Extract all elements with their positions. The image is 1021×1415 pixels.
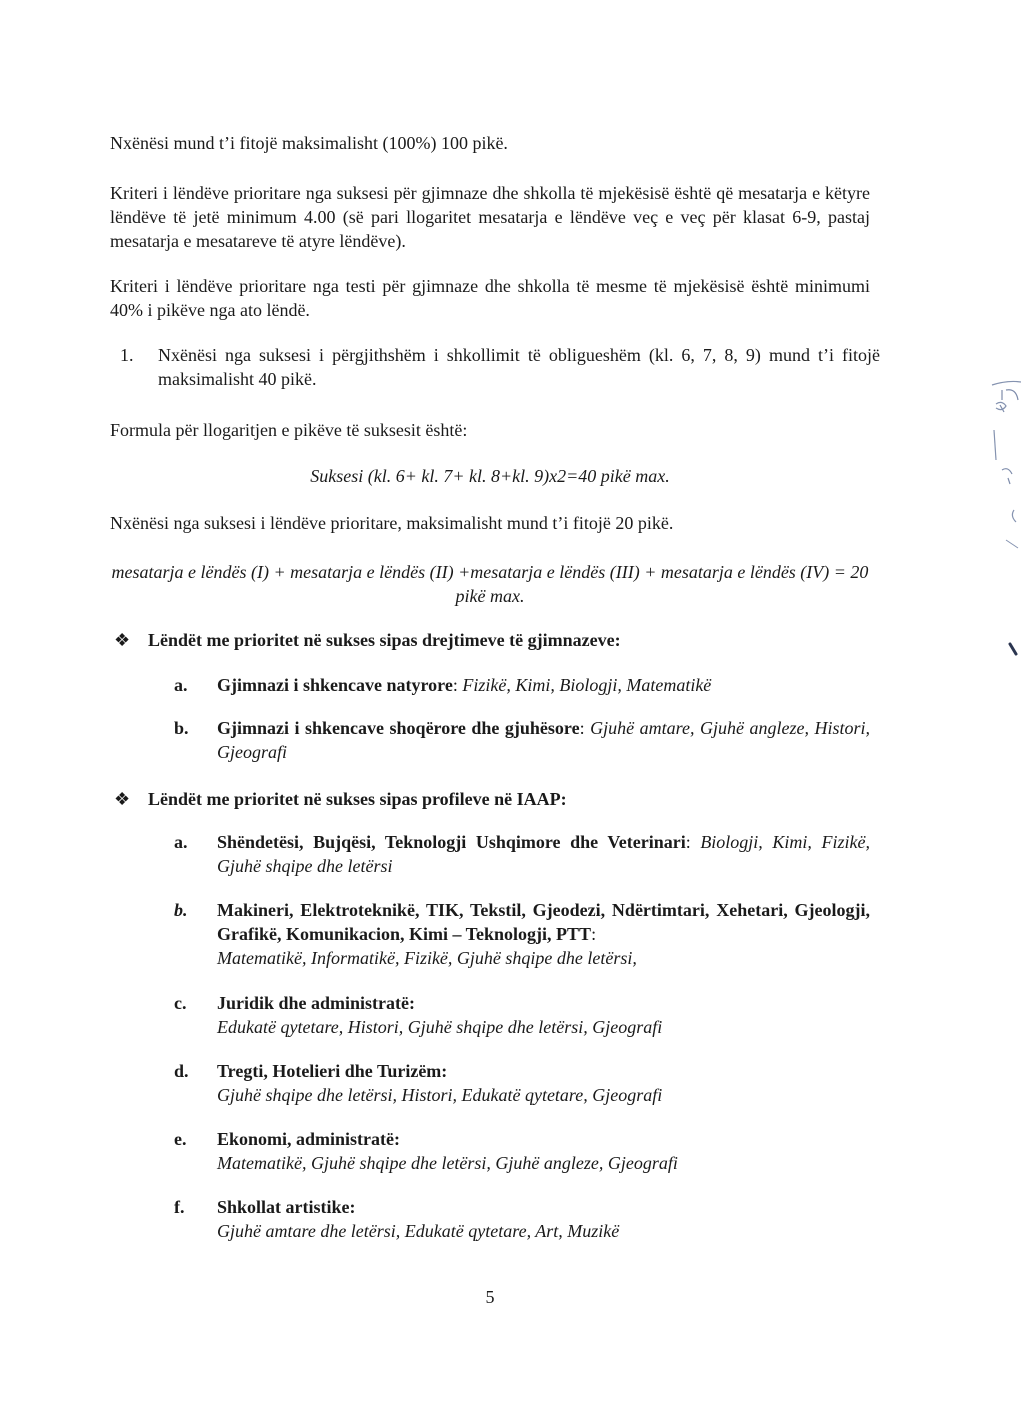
list-item-iaap-c	[174, 991, 870, 1039]
list-item-iaap-d	[174, 1059, 870, 1107]
section-heading-iaap	[110, 787, 870, 811]
diamond-bullet-icon: ❖	[114, 630, 131, 650]
list-subjects: Matematikë, Informatikë, Fizikë, Gjuhë shqipe dhe letërsi,	[217, 948, 637, 968]
list-separator: :	[579, 718, 585, 738]
list-subjects: Gjuhë amtare dhe letërsi, Edukatë qytetare, Art, Muzikë	[217, 1221, 620, 1241]
list-title: Gjimnazi i shkencave shoqërore dhe gjuhësore	[217, 718, 580, 738]
list-item-iaap-b	[174, 898, 870, 970]
list-title: Ekonomi, administratë:	[217, 1129, 401, 1149]
list-item-gym-b	[174, 716, 870, 764]
list-letter: c.	[174, 993, 187, 1013]
section-heading-text: Lëndët me prioritet në sukses sipas drejtimeve të gjimnazeve:	[148, 630, 621, 650]
list-subjects: Matematikë, Gjuhë shqipe dhe letërsi, Gjuhë angleze, Gjeografi	[217, 1153, 678, 1173]
list-letter: a.	[174, 832, 188, 852]
list-letter: a.	[174, 675, 188, 695]
list-title: Gjimnazi i shkencave natyrore	[217, 675, 453, 695]
list-letter: f.	[174, 1197, 185, 1217]
list-item-iaap-a	[174, 830, 870, 878]
list-separator: :	[452, 675, 458, 695]
list-subjects: Biologji, Kimi, Fizikë, Gjuhë shqipe dhe letërsi	[217, 832, 870, 876]
list-subjects: Gjuhë amtare, Gjuhë angleze, Histori, Gjeografi	[217, 718, 870, 762]
formula-success: Suksesi (kl. 6+ kl. 7+ kl. 8+kl. 9)x2=40 pikë max.	[310, 466, 670, 486]
list-subjects: Fizikë, Kimi, Biologji, Matematikë	[462, 675, 712, 695]
list-title: Shkollat artistike:	[217, 1197, 356, 1217]
list-letter: e.	[174, 1129, 187, 1149]
formula-priority-subjects: mesatarja e lëndës (I) + mesatarja e lëndës (II) +mesatarja e lëndës (III) + mesatarja e lëndës (IV) = 20 pikë max.	[111, 562, 869, 606]
paragraph-max-points: Nxënësi mund t’i fitojë maksimalisht (100%) 100 pikë.	[110, 133, 508, 153]
paragraph-priority-criteria-success: Kriteri i lëndëve prioritare nga suksesi për gjimnaze dhe shkolla të mjekësisë është që mesatarja e këtyre lëndëve të jetë minimum 4.00 (së pari llogaritet mesatarja e lëndëve veç e veç për klasat 6-9, pastaj mesatarja e mesatareve të atyre lëndëve).	[110, 183, 870, 251]
list-title: Tregti, Hotelieri dhe Turizëm:	[217, 1061, 448, 1081]
diamond-bullet-icon: ❖	[114, 789, 131, 809]
list-title: Juridik dhe administratë:	[217, 993, 416, 1013]
list-title: Makineri, Elektroteknikë, TIK, Tekstil, Gjeodezi, Ndërtimtari, Xehetari, Gjeologji, Grafikë, Komunikacion, Kimi – Teknologji, PTT	[217, 900, 870, 944]
list-item-iaap-e	[174, 1127, 870, 1175]
list-separator: :	[591, 924, 597, 944]
stamp-fragment-icon	[988, 360, 1021, 560]
list-letter: b.	[174, 718, 189, 738]
document-page	[110, 0, 880, 1415]
section-heading-text: Lëndët me prioritet në sukses sipas profileve në IAAP:	[148, 789, 567, 809]
item-text: Nxënësi nga suksesi i përgjithshëm i shkollimit të obligueshëm (kl. 6, 7, 8, 9) mund t’i fitojë maksimalisht 40 pikë.	[158, 345, 880, 389]
list-item-gym-a	[174, 673, 870, 697]
list-item-iaap-f	[174, 1195, 870, 1243]
list-letter: b.	[174, 900, 188, 920]
list-subjects: Edukatë qytetare, Histori, Gjuhë shqipe dhe letërsi, Gjeografi	[217, 1017, 663, 1037]
item-number: 1.	[120, 345, 134, 365]
list-title: Shëndetësi, Bujqësi, Teknologji Ushqimore dhe Veterinari	[217, 832, 686, 852]
section-heading-gymnasiums	[110, 628, 870, 652]
paragraph-priority-criteria-test: Kriteri i lëndëve prioritare nga testi për gjimnaze dhe shkolla të mesme të mjekësisë është minimumi 40% i pikëve nga ato lëndë.	[110, 276, 870, 320]
paragraph-priority-points: Nxënësi nga suksesi i lëndëve prioritare, maksimalisht mund t’i fitojë 20 pikë.	[110, 513, 674, 533]
list-letter: d.	[174, 1061, 189, 1081]
page-number: 5	[485, 1287, 495, 1307]
paragraph-formula-intro: Formula për llogaritjen e pikëve të suksesit është:	[110, 420, 468, 440]
list-subjects: Gjuhë shqipe dhe letërsi, Histori, Edukatë qytetare, Gjeografi	[217, 1085, 663, 1105]
ink-mark-icon	[1008, 642, 1018, 656]
list-separator: :	[685, 832, 691, 852]
